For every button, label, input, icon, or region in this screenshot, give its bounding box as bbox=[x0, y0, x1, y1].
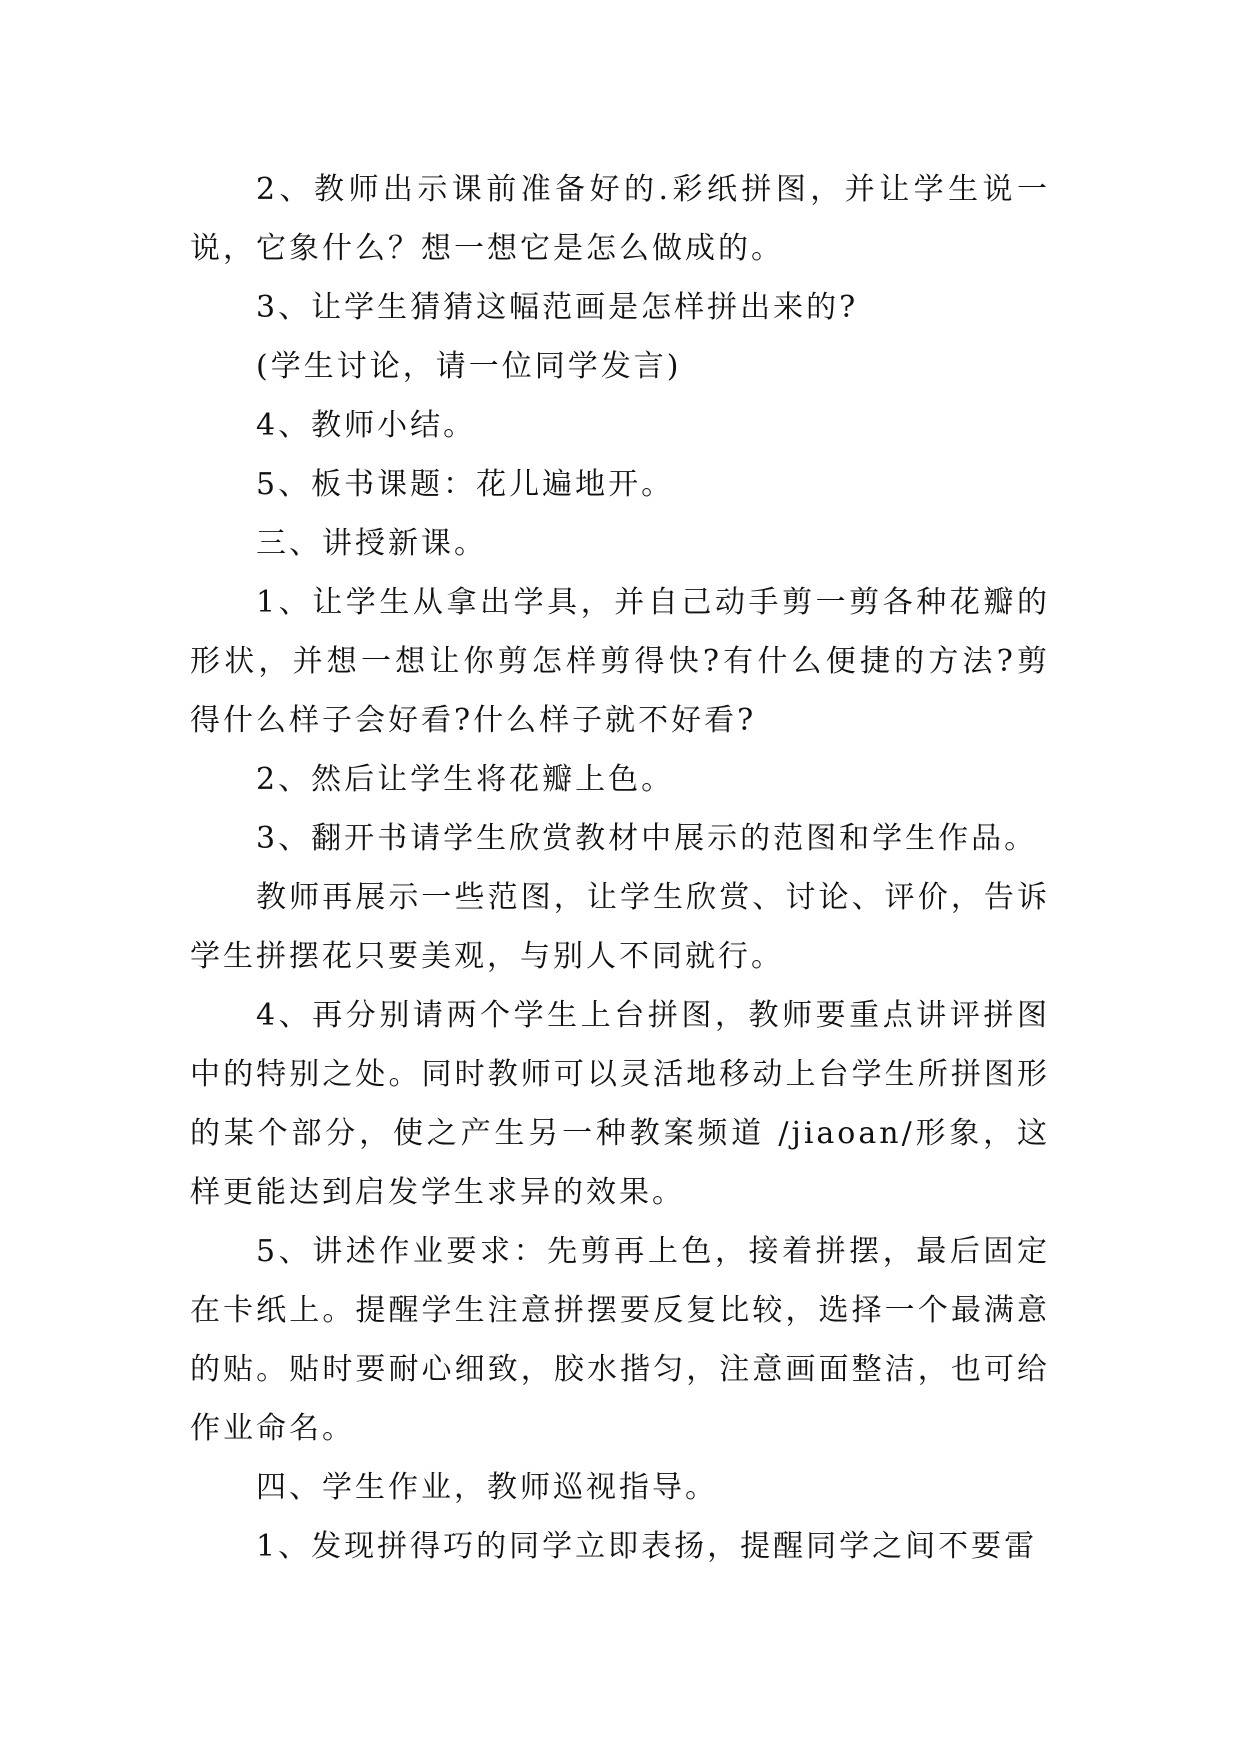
paragraph: 4、教师小结。 bbox=[256, 408, 477, 443]
section-heading: 四、学生作业，教师巡视指导。 bbox=[256, 1470, 718, 1505]
paragraph: 4、再分别请两个学生上台拼图，教师要重点讲评拼图中的特别之处。同时教师可以灵活地移动上台学生所拼图形的某个部分，使之产生另一种教案频道 /jiaoan/形象，这样更能达到启发学生求异的效果。 bbox=[190, 998, 1050, 1210]
paragraph: 3、让学生猜猜这幅范画是怎样拼出来的? bbox=[256, 290, 859, 325]
paragraph: 5、板书课题：花儿遍地开。 bbox=[256, 467, 675, 502]
document-body bbox=[190, 160, 1050, 1576]
section-heading: 三、讲授新课。 bbox=[256, 526, 487, 561]
paragraph: 5、讲述作业要求：先剪再上色，接着拼摆，最后固定在卡纸上。提醒学生注意拼摆要反复比较，选择一个最满意的贴。贴时要耐心细致，胶水揩匀，注意画面整洁，也可给作业命名。 bbox=[190, 1234, 1050, 1446]
paragraph: 3、翻开书请学生欣赏教材中展示的范图和学生作品。 bbox=[256, 821, 1038, 856]
paragraph: (学生讨论，请一位同学发言) bbox=[256, 349, 682, 384]
paragraph: 2、然后让学生将花瓣上色。 bbox=[256, 762, 675, 797]
paragraph: 1、让学生从拿出学具，并自己动手剪一剪各种花瓣的形状，并想一想让你剪怎样剪得快?有什么便捷的方法?剪得什么样子会好看?什么样子就不好看? bbox=[190, 585, 1050, 738]
paragraph: 2、教师出示课前准备好的.彩纸拼图，并让学生说一说，它象什么？想一想它是怎么做成的。 bbox=[190, 172, 1050, 266]
paragraph: 教师再展示一些范图，让学生欣赏、讨论、评价，告诉学生拼摆花只要美观，与别人不同就行。 bbox=[190, 880, 1050, 974]
paragraph: 1、发现拼得巧的同学立即表扬，提醒同学之间不要雷 bbox=[256, 1529, 1038, 1564]
